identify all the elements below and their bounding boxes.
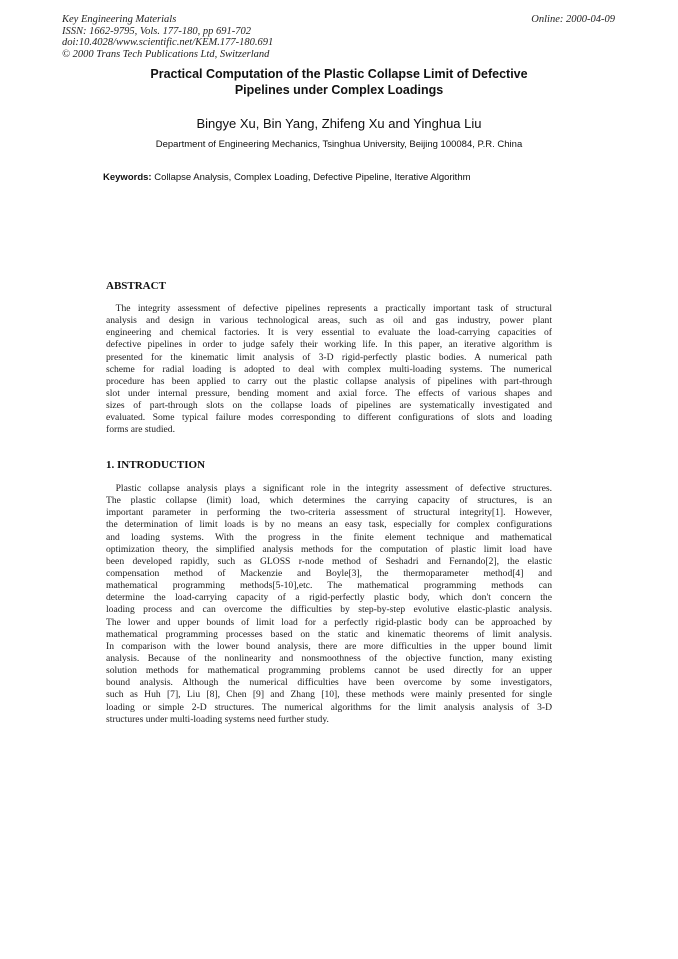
text-line: presented for the kinematic limit analysis of 3-D rigid-perfectly plastic bodies. A numerical path: [106, 351, 552, 363]
text-line: loading or simple 2-D structures. The numerical algorithms for the limit analysis analysis of 3-D: [106, 701, 552, 713]
introduction-body: [106, 483, 552, 726]
title-line: Practical Computation of the Plastic Collapse Limit of Defective: [150, 67, 528, 81]
abstract-body: [106, 303, 552, 437]
text-line: been developed rapidly, such as GLOSS r-node method of Seshadri and Fernando[2], the elastic: [106, 555, 552, 567]
text-line: defective pipelines in order to judge safely their working life. In this paper, an iterative algorithm is: [106, 339, 552, 351]
text-line: procedure has been applied to carry out the plastic collapse analysis of pipelines with part-through: [106, 375, 552, 387]
text-line: important parameter in performing the two-criteria assessment of structural integrity[1]. However,: [106, 507, 552, 519]
paper-title: [60, 67, 618, 98]
text-line: and loading systems. With the progress in the finite element technique and mathematical: [106, 531, 552, 543]
text-line: Plastic collapse analysis plays a significant role in the integrity assessment of defective structures.: [115, 483, 552, 494]
text-line: forms are studied.: [106, 424, 176, 436]
text-line: scheme for radial loading is adopted to deal with complex multi-loading systems. The numerical: [106, 363, 552, 375]
keywords-label: Keywords:: [103, 172, 152, 183]
text-line: structures under multi-loading systems need further study.: [106, 713, 329, 725]
online-date: Online: 2000-04-09: [531, 14, 615, 25]
text-line: analysis and design in various technological areas, such as oil and gas industry, power plant: [106, 315, 552, 327]
title-line: Pipelines under Complex Loadings: [234, 82, 444, 97]
keywords-line: [103, 172, 471, 184]
doi-line[interactable]: doi:10.4028/www.scientific.net/KEM.177-180.691: [62, 37, 274, 48]
text-line: In comparison with the lower bound analysis, there are more difficulties in the upper bound limit: [106, 640, 552, 652]
text-line: analysis. Because of the nonlinearity and nonsmoothness of the objective function, many existing: [106, 652, 552, 664]
text-line: slot under internal pressure, bending moment and axial force. The effects of various shapes and: [106, 387, 552, 399]
text-line: mathematical programming methods[5-10],etc. The mathematical programming methods can: [106, 580, 552, 592]
text-line: mathematical programming processes based on the static and kinematic theorems of limit analysis.: [106, 628, 552, 640]
copyright-line: © 2000 Trans Tech Publications Ltd, Switzerland: [62, 48, 270, 60]
text-line: compensation method of Mackenzie and Boyle[3], the thermoparameter method[4] and: [106, 567, 552, 579]
text-line: The lower and upper bounds of limit load for a perfectly rigid-plastic body can be approached by: [106, 616, 552, 628]
text-line: evaluated. Some typical failure modes corresponding to different configurations of slots and loading: [106, 412, 552, 424]
text-line: The integrity assessment of defective pipelines represents a practically important task of structural: [115, 303, 552, 314]
issn-line: ISSN: 1662-9795, Vols. 177-180, pp 691-702: [62, 25, 251, 37]
journal-header: [62, 14, 273, 60]
text-line: the determination of limit loads is by no means an easy task, especially for complex configurations: [106, 519, 552, 531]
text-line: solution methods for mathematical programming problems cannot be used directly for an upper: [106, 665, 552, 677]
journal-name: Key Engineering Materials: [62, 14, 177, 25]
text-line: sizes of part-through slots on the collapse loads of pipelines are systematically investigated and: [106, 400, 552, 412]
text-line: bound analysis. Although the numerical difficulties have been overcome by some investigators,: [106, 677, 552, 689]
affiliation: Department of Engineering Mechanics, Tsinghua University, Beijing 100084, P.R. China: [155, 139, 523, 150]
introduction-heading: 1. INTRODUCTION: [106, 459, 206, 471]
text-line: loading process and can overcome the difficulties by step-by-step evolutive elastic-plastic analysis.: [106, 604, 552, 616]
text-line: such as Huh [7], Liu [8], Chen [9] and Zhang [10], these methods were mainly presented for single: [106, 689, 552, 701]
text-line: The plastic collapse (limit) load, which determines the carrying capacity of structures, is an: [106, 495, 552, 507]
text-line: determine the load-carrying capacity of a rigid-perfectly plastic body, which don't concern the: [106, 592, 552, 604]
abstract-heading: ABSTRACT: [106, 280, 166, 292]
text-line: optimization theory, the simplified analysis methods for the computation of plastic limit load have: [106, 543, 552, 555]
text-line: engineering and chemical factories. It is very essential to evaluate the load-carrying capacities of: [106, 327, 552, 339]
keywords-text: Collapse Analysis, Complex Loading, Defective Pipeline, Iterative Algorithm: [151, 172, 471, 183]
author-list: Bingye Xu, Bin Yang, Zhifeng Xu and Yinghua Liu: [196, 116, 482, 131]
